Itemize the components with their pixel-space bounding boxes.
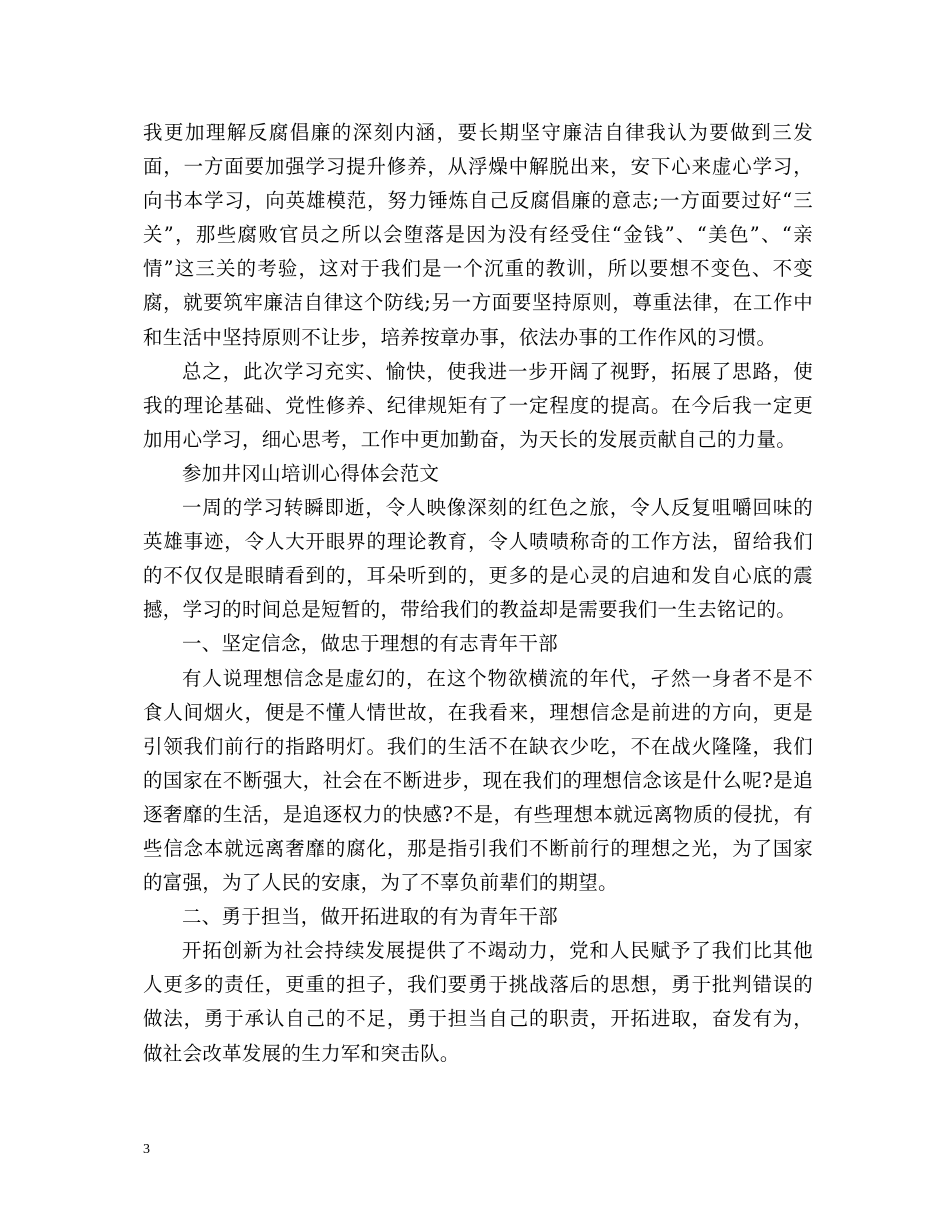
section-title: 参加井冈山培训心得体会范文 <box>182 461 440 485</box>
page-number: 3 <box>143 1142 150 1157</box>
paragraph-point-one: 有人说理想信念是虚幻的，在这个物欲横流的年代，孑然一身者不是不食人间烟火，便是不懂人情世故，在我看来，理想信念是前进的方向，更是引领我们前行的指路明灯。我们的生活不在缺衣少吃，不在战火隆隆，我们的国家在不断强大，社会在不断进步，现在我们的理想信念该是什么呢?是追逐奢靡的生活，是追逐权力的快感?不是，有些理想本就远离物质的侵扰，有些信念本就远离奢靡的腐化，那是指引我们不断前行的理想之光，为了国家的富强，为了人民的安康，为了不辜负前辈们的期望。 <box>143 666 813 895</box>
paragraph-point-two: 开拓创新为社会持续发展提供了不竭动力，党和人民赋予了我们比其他人更多的责任，更重的担子，我们要勇于挑战落后的思想，勇于批判错误的做法，勇于承认自己的不足，勇于担当自己的职责，开拓进取，奋发有为，做社会改革发展的生力军和突击队。 <box>143 939 813 1065</box>
paragraph-anti-corruption: 我更加理解反腐倡廉的深刻内涵，要长期坚守廉洁自律我认为要做到三发面，一方面要加强学习提升修养，从浮燥中解脱出来，安下心来虚心学习，向书本学习，向英雄模范，努力锤炼自己反腐倡廉的意志;一方面要过好“三关”，那些腐败官员之所以会堕落是因为没有经受住“金钱”、“美色”、“亲情”这三关的考验，这对于我们是一个沉重的教训，所以要想不变色、不变腐，就要筑牢廉洁自律这个防线;另一方面要坚持原则，尊重法律，在工作中和生活中坚持原则不让步，培养按章办事，依法办事的工作作风的习惯。 <box>143 121 813 349</box>
paragraph-intro: 一周的学习转瞬即逝，令人映像深刻的红色之旅，令人反复咀嚼回味的英雄事迹，令人大开眼界的理论教育，令人啧啧称奇的工作方法，留给我们的不仅仅是眼睛看到的，耳朵听到的，更多的是心灵的启迪和发自心底的震撼，学习的时间总是短暂的，带给我们的教益却是需要我们一生去铭记的。 <box>143 496 813 622</box>
heading-point-two: 二、勇于担当，做开拓进取的有为青年干部 <box>182 905 559 929</box>
document-body <box>143 116 813 1071</box>
paragraph-summary: 总之，此次学习充实、愉快，使我进一步开阔了视野，拓展了思路，使我的理论基础、党性修养、纪律规矩有了一定程度的提高。在今后我一定更加用心学习，细心思考，工作中更加勤奋，为天长的发展贡献自己的力量。 <box>143 359 813 451</box>
heading-point-one: 一、坚定信念，做忠于理想的有志青年干部 <box>182 632 559 656</box>
